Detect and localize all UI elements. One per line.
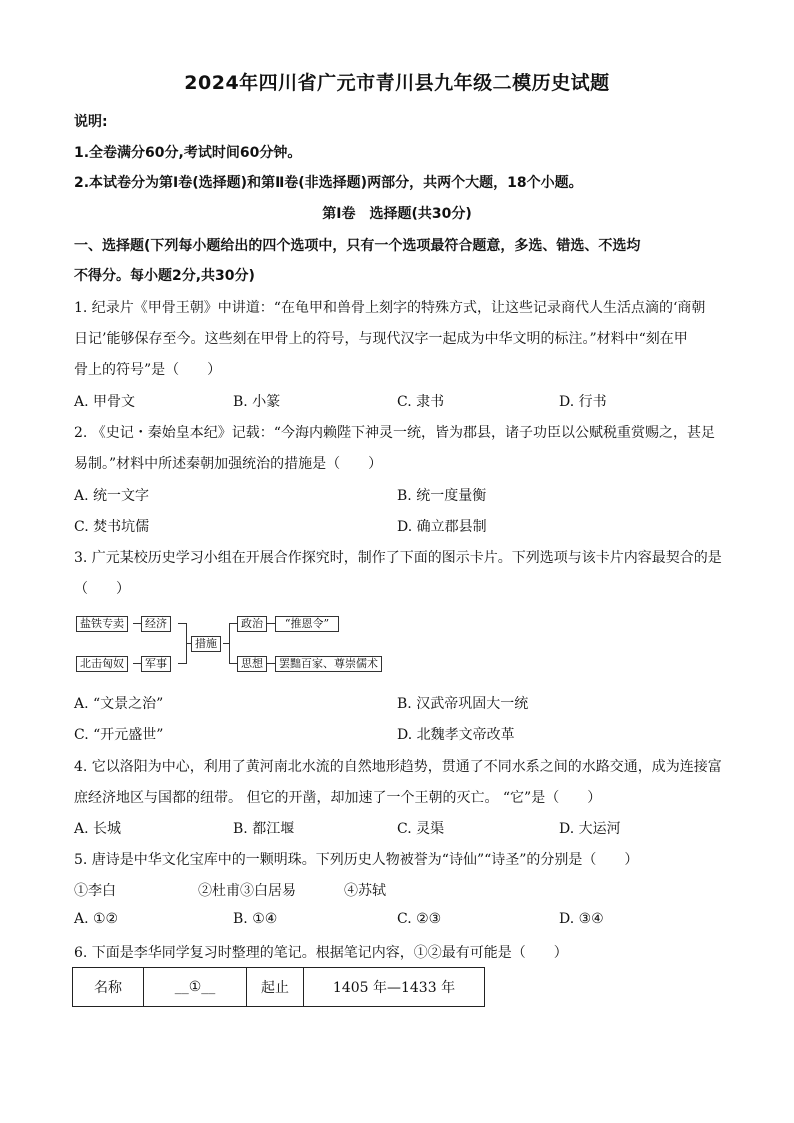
notes-item-2: 2.本试卷分为第Ⅰ卷(选择题)和第Ⅱ卷(非选择题)两部分，共两个大题，18个小题。 xyxy=(74,175,583,191)
question-3-line-2: （ ） xyxy=(74,581,130,597)
question-2-line-2: 易制。”材料中所述秦朝加强统治的措施是（ ） xyxy=(74,456,383,472)
question-4-option-c: C. 灵渠 xyxy=(397,821,445,837)
page-title: 2024年四川省广元市青川县九年级二模历史试题 xyxy=(184,72,610,94)
notes-item-1: 1.全卷满分60分,考试时间60分钟。 xyxy=(74,145,302,161)
diagram-connector xyxy=(229,623,237,624)
question-1-option-c: C. 隶书 xyxy=(397,394,445,410)
diagram-box-measures: 措施 xyxy=(191,636,221,652)
diagram-box-military: 军事 xyxy=(141,656,171,672)
question-3-option-c: C. “开元盛世” xyxy=(74,727,164,743)
question-5-choice-2: ②杜甫③白居易 xyxy=(198,883,296,899)
table-cell-period-value: 1405 年—1433 年 xyxy=(304,968,485,1007)
notes-heading: 说明: xyxy=(74,114,108,130)
question-2-line-1: 2. 《史记・秦始皇本纪》记载：“今海内赖陛下神灵一统，皆为郡县，诸子功臣以公赋税重赏赐之，甚足 xyxy=(74,425,715,441)
table-cell-period-label: 起止 xyxy=(247,968,304,1007)
diagram-box-politics: 政治 xyxy=(237,616,267,632)
diagram-connector xyxy=(178,623,186,624)
question-4-option-d: D. 大运河 xyxy=(559,821,621,837)
diagram-box-thought: 思想 xyxy=(237,656,267,672)
diagram-box-northern: 北击匈奴 xyxy=(76,656,128,672)
section-instruction-line-1: 一、选择题(下列每小题给出的四个选项中，只有一个选项最符合题意，多选、错选、不选均 xyxy=(74,238,641,254)
diagram-box-economy: 经济 xyxy=(141,616,171,632)
question-2-option-d: D. 确立郡县制 xyxy=(397,519,487,535)
diagram-connector xyxy=(133,663,141,664)
diagram-connector xyxy=(178,663,186,664)
question-4-line-2: 庶经济地区与国都的纽带。 但它的开凿，却加速了一个王朝的灭亡。 “它”是（ ） xyxy=(74,790,602,806)
question-3-option-d: D. 北魏孝文帝改革 xyxy=(397,727,515,743)
question-5-option-b: B. ①④ xyxy=(233,911,278,927)
question-2-option-a: A. 统一文字 xyxy=(74,488,150,504)
diagram-connector xyxy=(229,623,230,664)
question-5-option-a: A. ①② xyxy=(74,911,119,927)
diagram-connector xyxy=(133,623,141,624)
question-3-line-1: 3. 广元某校历史学习小组在开展合作探究时，制作了下面的图示卡片。下列选项与该卡片内容最契合的是 xyxy=(74,550,722,566)
diagram-box-tuien: “推恩令” xyxy=(275,616,339,632)
question-3-option-b: B. 汉武帝巩固大一统 xyxy=(397,696,529,712)
table-cell-name-label: 名称 xyxy=(73,968,144,1007)
diagram-connector xyxy=(229,663,237,664)
question-1-option-d: D. 行书 xyxy=(559,394,607,410)
table-row xyxy=(73,968,485,1007)
question-1-line-3: 骨上的符号”是（ ） xyxy=(74,362,222,378)
question-5-choice-3: ④苏轼 xyxy=(344,883,386,899)
question-4-option-b: B. 都江堰 xyxy=(233,821,295,837)
table-cell-blank-1: __①__ xyxy=(144,968,247,1007)
question-3-diagram xyxy=(74,612,384,674)
question-1-option-a: A. 甲骨文 xyxy=(74,394,136,410)
question-1-option-b: B. 小篆 xyxy=(233,394,281,410)
section-instruction-line-2: 不得分。每小题2分,共30分) xyxy=(74,268,255,284)
diagram-box-salt-iron: 盐铁专卖 xyxy=(76,616,128,632)
diagram-box-confucian: 罢黜百家、尊崇儒术 xyxy=(275,656,382,672)
question-2-option-c: C. 焚书坑儒 xyxy=(74,519,150,535)
question-2-option-b: B. 统一度量衡 xyxy=(397,488,487,504)
question-5-option-d: D. ③④ xyxy=(559,911,604,927)
diagram-connector xyxy=(267,663,275,664)
diagram-connector xyxy=(267,623,275,624)
question-1-line-2: 日记’能够保存至今。这些刻在甲骨上的符号，与现代汉字一起成为中华文明的标注。”材料中“刻在甲 xyxy=(74,331,688,347)
question-6-notes-table xyxy=(72,967,485,1007)
question-5-option-c: C. ②③ xyxy=(397,911,442,927)
question-1-line-1: 1. 纪录片《甲骨王朝》中讲道：“在龟甲和兽骨上刻字的特殊方式，让这些记录商代人生活点滴的‘商朝 xyxy=(74,300,706,316)
question-5-choice-1: ①李白 xyxy=(74,883,116,899)
question-5-line-1: 5. 唐诗是中华文化宝库中的一颗明珠。下列历史人物被誉为“诗仙”“诗圣”的分别是（ ） xyxy=(74,852,639,868)
section-title: 第Ⅰ卷 选择题(共30分) xyxy=(322,206,472,222)
question-4-line-1: 4. 它以洛阳为中心，利用了黄河南北水流的自然地形趋势，贯通了不同水系之间的水路交通，成为连接富 xyxy=(74,759,722,775)
question-3-option-a: A. “文景之治” xyxy=(74,696,164,712)
question-6-line-1: 6. 下面是李华同学复习时整理的笔记。根据笔记内容，①②最有可能是（ ） xyxy=(74,945,568,961)
question-4-option-a: A. 长城 xyxy=(74,821,122,837)
